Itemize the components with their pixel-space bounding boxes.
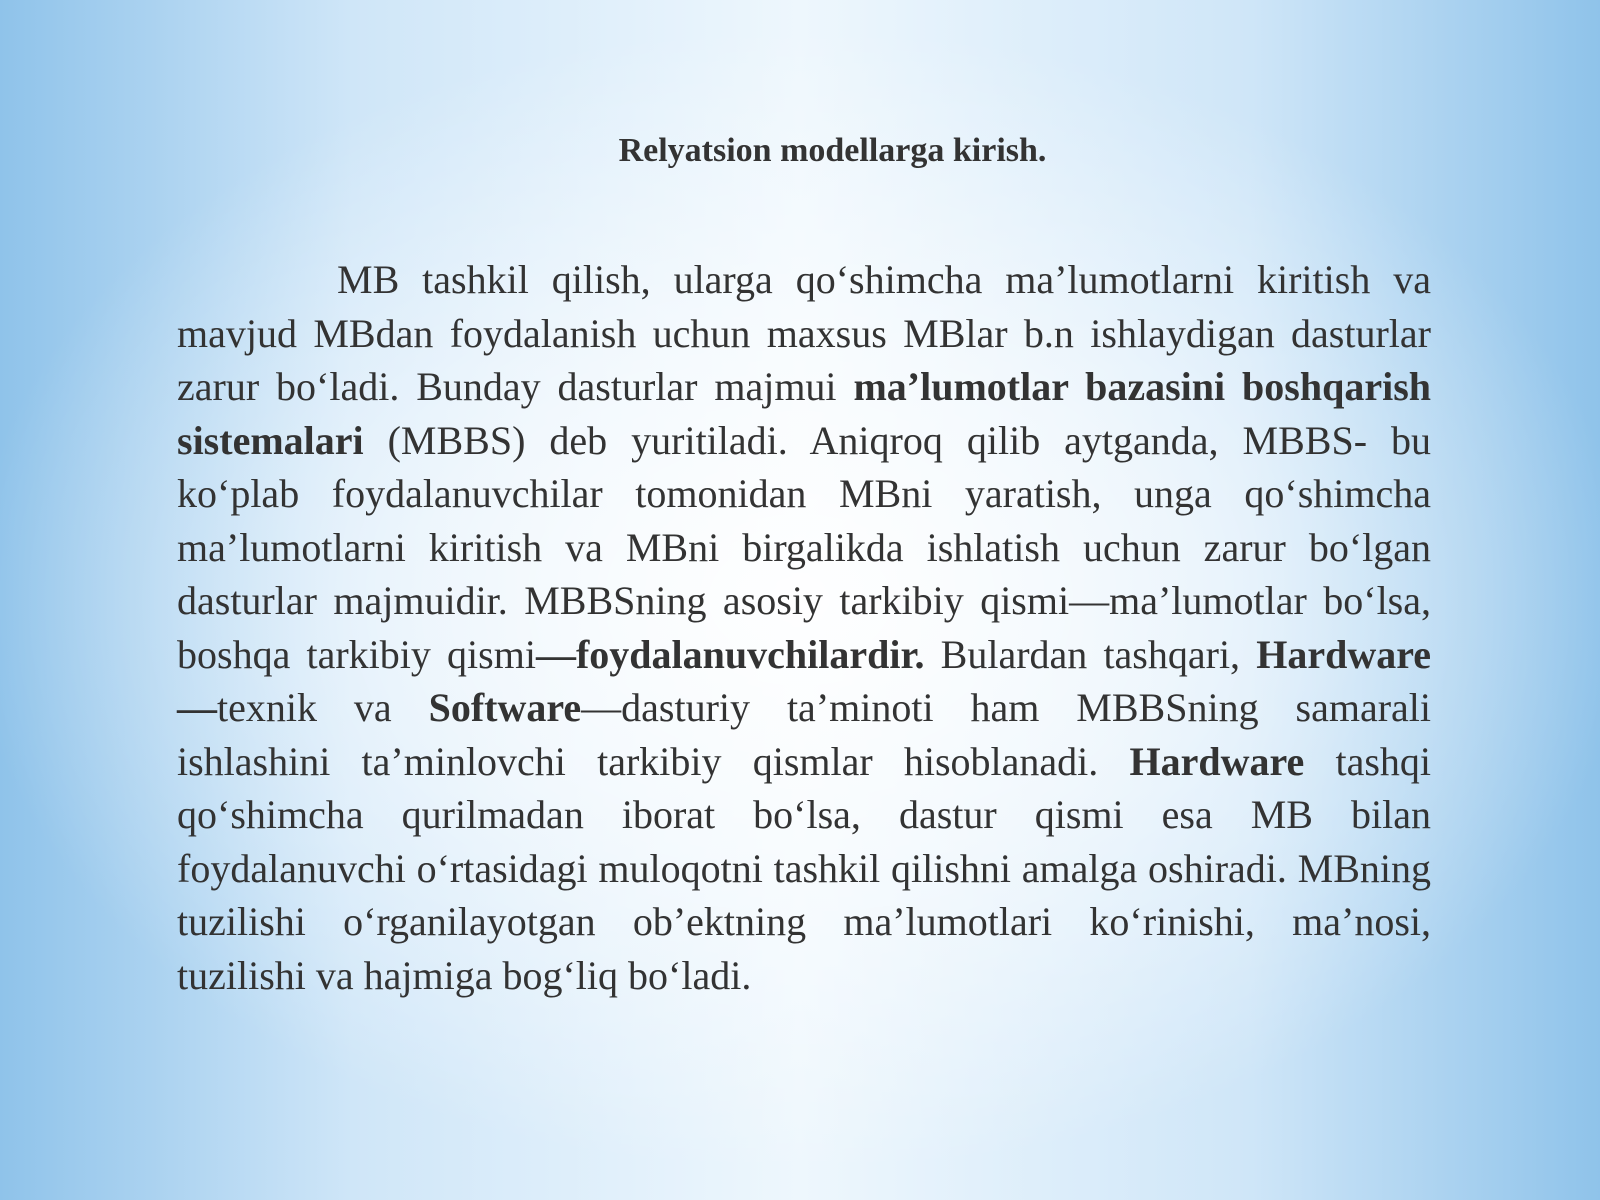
text-run: Bulardan tashqari, bbox=[924, 631, 1257, 677]
bold-term-hardware: Hardware— bbox=[177, 631, 1432, 730]
slide-title: Relyatsion modellarga kirish. bbox=[618, 132, 1047, 169]
bold-term-software: Software bbox=[428, 685, 582, 730]
bold-term-users: —foydalanuvchilardir. bbox=[535, 631, 925, 677]
text-run: tashqi qo‘shimcha qurilmadan iborat bo‘lsa, dastur qismi esa MB bilan foydalanuvchi o‘rtasidagi muloqotni tashkil qilishni amalga oshiradi. MBning tuzilishi o‘rganilayotgan ob’ektning ma’lumotlari ko‘rinishi, ma’nosi, tuzilishi va hajmiga bog‘liq bo‘ladi. bbox=[177, 738, 1431, 998]
text-run: MB tashkil qilish, ularga qo‘shimcha ma’lumotlarni kiritish va mavjud MBdan foydalanish uchun maxsus MBlar b.n ishlaydigan dasturlar zarur bo‘ladi. Bunday dasturlar majmui bbox=[177, 257, 1431, 409]
body-paragraph bbox=[177, 253, 1431, 1002]
bold-term-hardware-2: Hardware bbox=[1129, 738, 1305, 784]
bold-term-mbbs: ma’lumotlar bazasini boshqarish sistemalari bbox=[177, 364, 1432, 463]
text-run: (MBBS) deb yuritiladi. Aniqroq qilib aytganda, MBBS- bu ko‘plab foydalanuvchilar tomonidan MBni yaratish, unga qo‘shimcha ma’lumotlarni kiritish va MBni birgalikda ishlatish uchun zarur bo‘lgan dasturlar majmuidir. MBBSning asosiy tarkibiy qismi—ma’lumotlar bo‘lsa, boshqa tarkibiy qismi bbox=[177, 417, 1431, 677]
text-run: texnik va bbox=[217, 685, 429, 730]
text-run: —dasturiy ta’minoti ham MBBSning samarali ishlashini ta’minlovchi tarkibiy qismlar hisoblanadi. bbox=[177, 685, 1432, 784]
